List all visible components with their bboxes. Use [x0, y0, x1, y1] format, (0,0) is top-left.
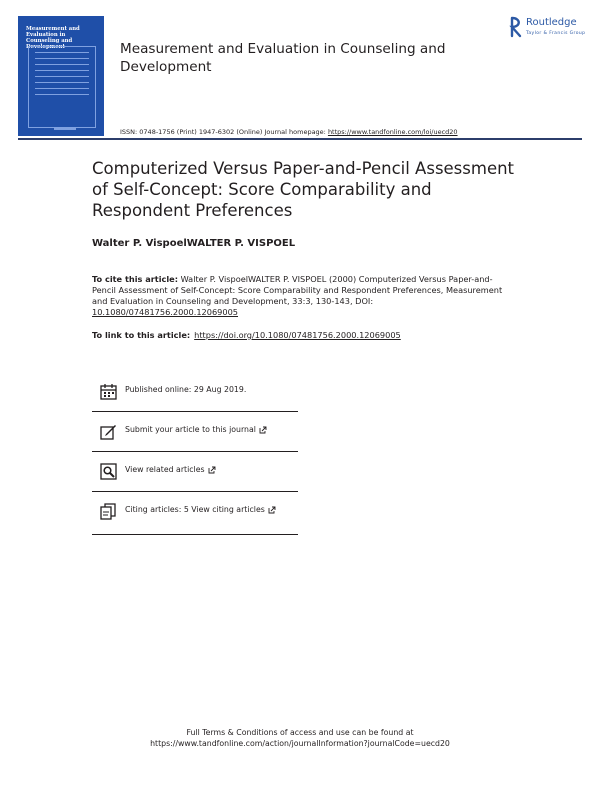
citing-articles-link[interactable] — [125, 505, 276, 514]
edit-pencil-icon — [100, 423, 117, 440]
cite-label: To cite this article: — [92, 274, 178, 284]
footer-terms-link[interactable]: https://www.tandfonline.com/action/journalInformation?journalCode=uecd20 — [150, 739, 450, 748]
submit-article-link[interactable] — [125, 425, 267, 434]
related-articles-row[interactable] — [92, 451, 298, 492]
publisher-tagline: Taylor & Francis Group — [526, 31, 586, 36]
citing-documents-icon — [100, 503, 117, 520]
cover-title: Measurement and Evaluation in Counseling and Development — [26, 26, 80, 50]
issn-line — [120, 128, 458, 136]
citing-articles-text: Citing articles: 5 View citing articles — [125, 505, 265, 514]
external-link-icon — [208, 466, 216, 474]
terms-footer — [100, 727, 500, 749]
header-divider — [18, 138, 582, 140]
footer-terms-text: Full Terms & Conditions of access and use can be found at — [186, 728, 414, 737]
publisher-name: Routledge — [526, 17, 577, 28]
cite-doi-link[interactable]: 10.1080/07481756.2000.12069005 — [92, 307, 239, 317]
article-link-line — [92, 330, 401, 340]
journal-cover-image — [18, 16, 104, 136]
submit-article-row[interactable] — [92, 411, 298, 452]
link-label: To link to this article: — [92, 330, 191, 340]
published-online-row — [92, 371, 298, 412]
routledge-logo[interactable] — [509, 16, 589, 46]
routledge-r-icon — [509, 16, 524, 38]
submit-article-text: Submit your article to this journal — [125, 425, 256, 434]
article-title: Computerized Versus Paper-and-Pencil Assessment of Self-Concept: Score Comparability and Respondent Preferences — [92, 159, 515, 220]
cover-contents-box — [28, 46, 96, 128]
related-articles-text: View related articles — [125, 465, 205, 474]
citing-articles-row[interactable] — [92, 491, 298, 535]
search-document-icon — [100, 463, 117, 480]
cite-text: Walter P. VispoelWALTER P. VISPOEL (2000) Computerized Versus Paper-and-Pencil Assessment of Self-Concept: Score Comparability and Respondent Preferences, Measurement and Evaluation in Counseling and Development, 33:3, 130-143, DOI: — [92, 274, 503, 306]
journal-homepage-link[interactable]: https://www.tandfonline.com/loi/uecd20 — [327, 128, 458, 136]
external-link-icon — [268, 506, 276, 514]
calendar-icon — [100, 383, 117, 400]
related-articles-link[interactable] — [125, 465, 216, 474]
citation-block — [92, 274, 512, 318]
published-online-text: Published online: 29 Aug 2019. — [125, 385, 247, 394]
article-authors: Walter P. VispoelWALTER P. VISPOEL — [92, 238, 296, 249]
external-link-icon — [259, 426, 267, 434]
article-doi-link[interactable]: https://doi.org/10.1080/07481756.2000.12069005 — [194, 330, 401, 340]
issn-text: ISSN: 0748-1756 (Print) 1947-6302 (Online) Journal homepage: — [120, 128, 328, 136]
journal-title: Measurement and Evaluation in Counseling and Development — [120, 41, 446, 75]
